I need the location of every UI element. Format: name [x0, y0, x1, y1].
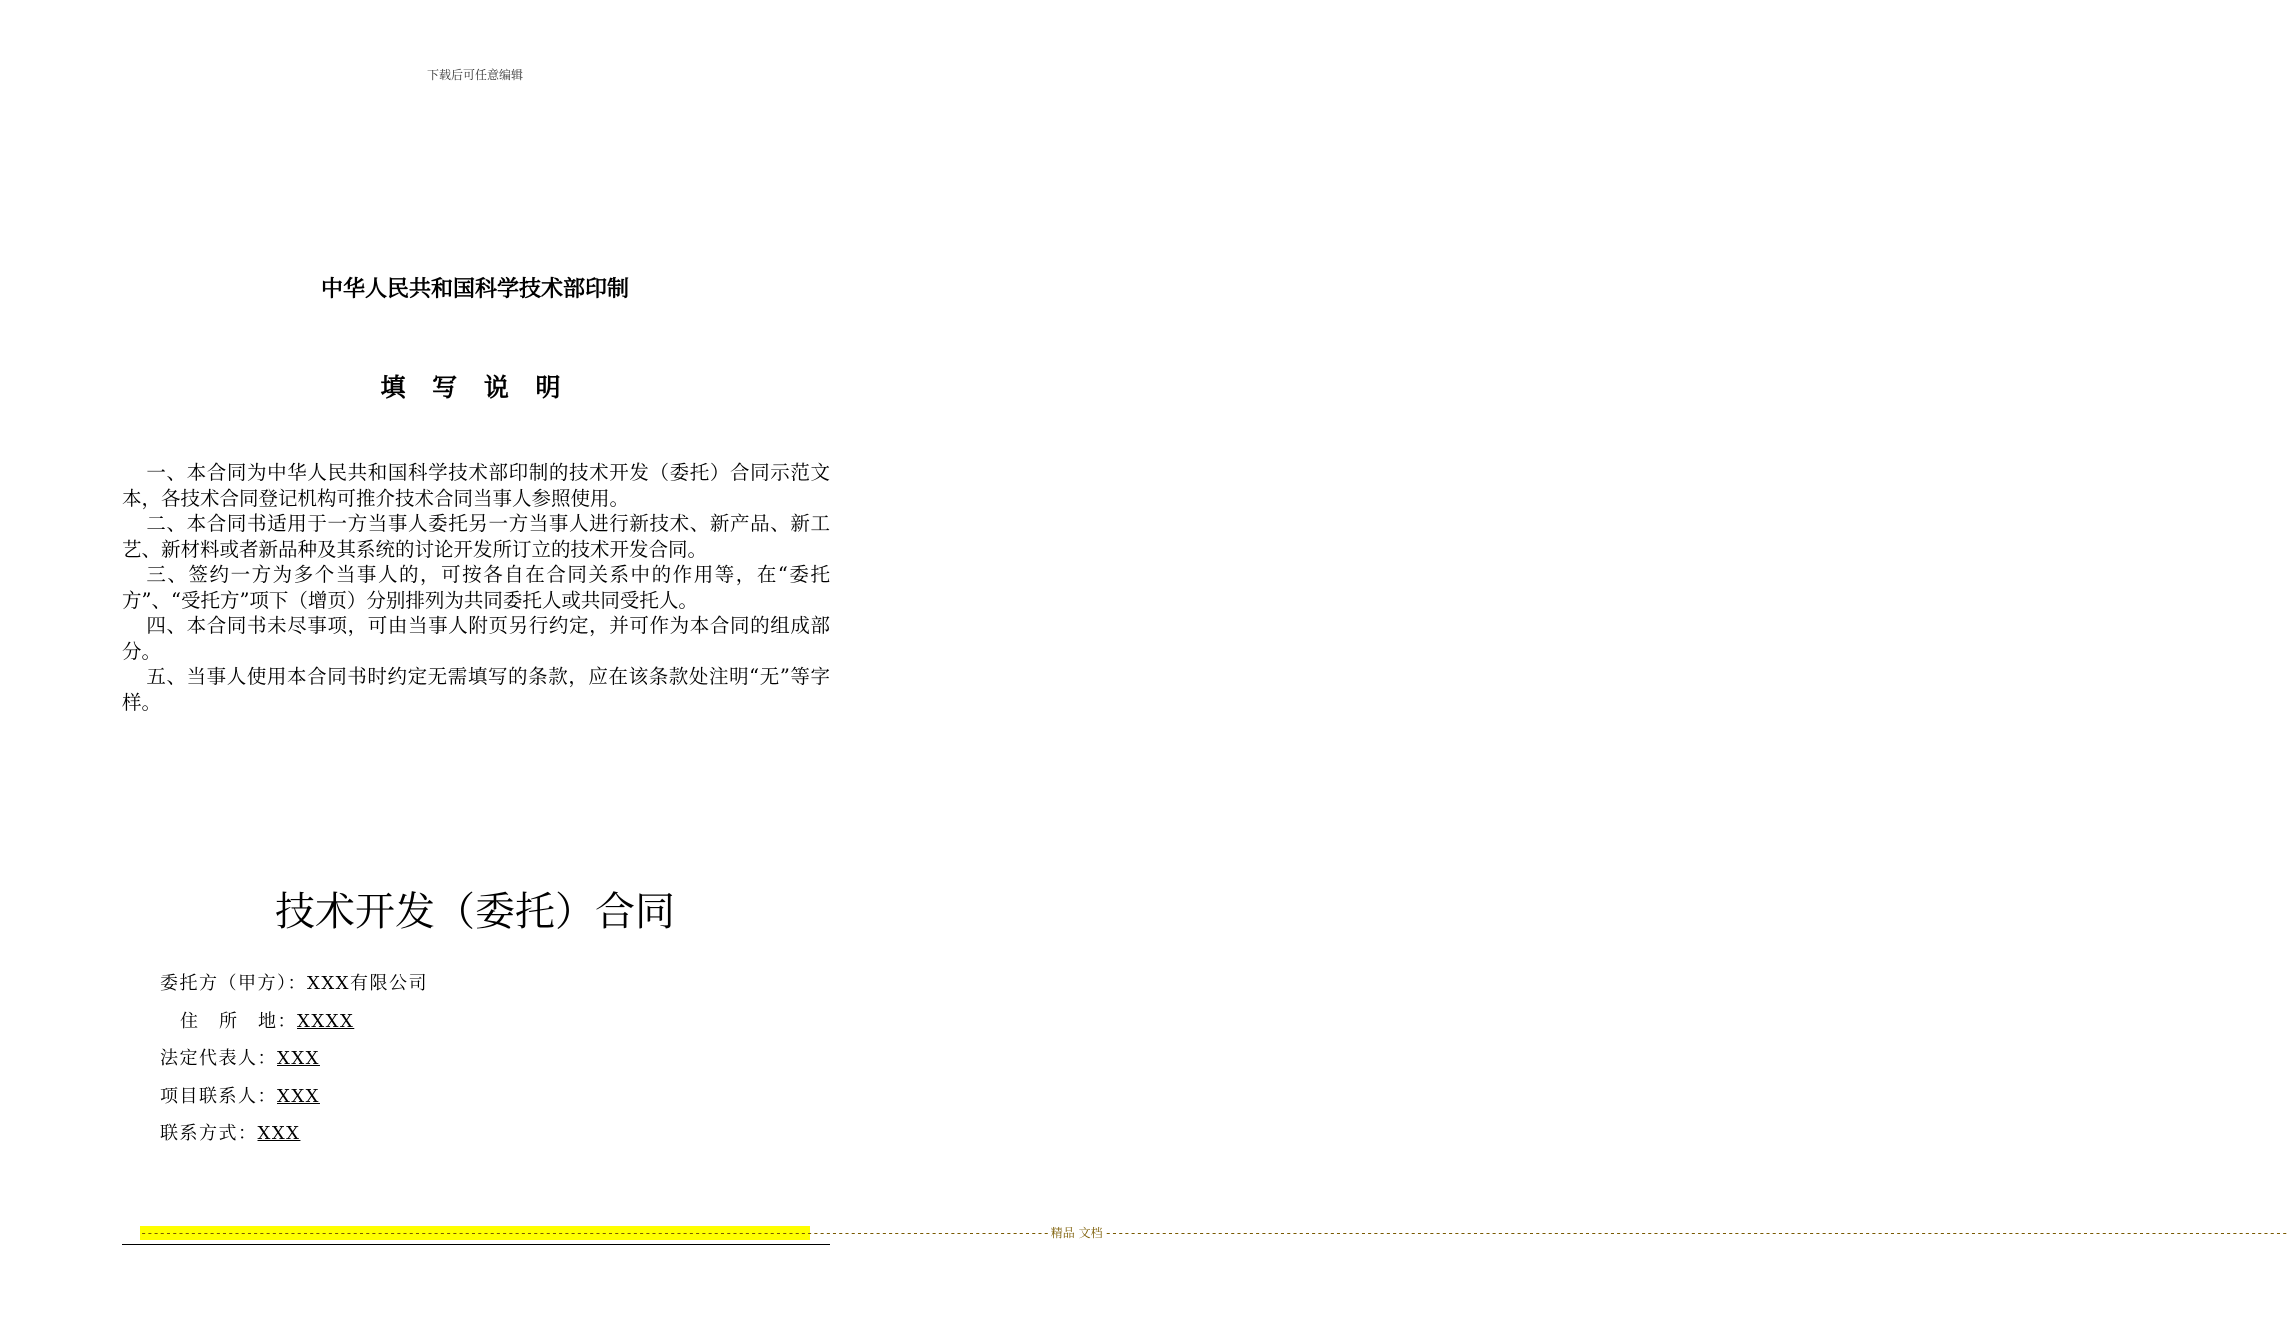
field-value: XXX [277, 1048, 320, 1070]
field-label: 项目联系人： [160, 1085, 277, 1107]
instruction-item: 一、本合同为中华人民共和国科学技术部印制的技术开发（委托）合同示范文本，各技术合同登记机构可推介技术合同当事人参照使用。 [122, 461, 830, 510]
field-label: 法定代表人： [160, 1048, 277, 1070]
field-value: XXX有限公司 [307, 973, 428, 994]
party-fields [160, 970, 428, 1158]
field-label: 委托方（甲方）： [160, 973, 307, 994]
field-label: 联系方式： [160, 1123, 258, 1145]
footer-text: 精品 文档 [1050, 1226, 1103, 1240]
field-contact-method [160, 1120, 428, 1158]
instruction-item: 三、签约一方为多个当事人的，可按各自在合同关系中的作用等，在“委托方”、“受托方”项下（增页）分别排列为共同委托人或共同受托人。 [122, 563, 830, 612]
field-value: XXX [257, 1123, 301, 1145]
field-label: 住 所 地： [180, 1010, 297, 1032]
footer-rule [122, 1244, 830, 1245]
contract-title: 技术开发（委托）合同 [275, 889, 675, 935]
instruction-item: 二、本合同书适用于一方当事人委托另一方当事人进行新技术、新产品、新工艺、新材料或者新品种及其系统的讨论开发所订立的技术开发合同。 [122, 512, 830, 561]
instruction-item: 五、当事人使用本合同书时约定无需填写的条款，应在该条款处注明“无”等字样。 [122, 665, 830, 714]
field-project-contact [160, 1083, 428, 1121]
field-client [160, 970, 428, 1008]
instructions-body [122, 460, 830, 715]
field-address [160, 1008, 428, 1046]
field-value: XXXX [297, 1010, 355, 1032]
instructions-heading: 填 写 说 明 [380, 373, 570, 402]
footer-dashes-left: -------------------------------------------------------------------------------------------------------------------------------------------------- [140, 1226, 1049, 1240]
field-legal-rep [160, 1045, 428, 1083]
footer-banner [140, 1226, 2287, 1240]
footer-dashes-right: ---------------------------------------------------------------------------------------------------------------------------------------------------------------------------------------------- [1104, 1226, 2287, 1240]
issuer-line: 中华人民共和国科学技术部印制 [320, 277, 629, 302]
instruction-item: 四、本合同书未尽事项，可由当事人附页另行约定，并可作为本合同的组成部分。 [122, 614, 830, 663]
header-note: 下载后可任意编辑 [426, 68, 523, 82]
field-value: XXX [277, 1085, 320, 1107]
